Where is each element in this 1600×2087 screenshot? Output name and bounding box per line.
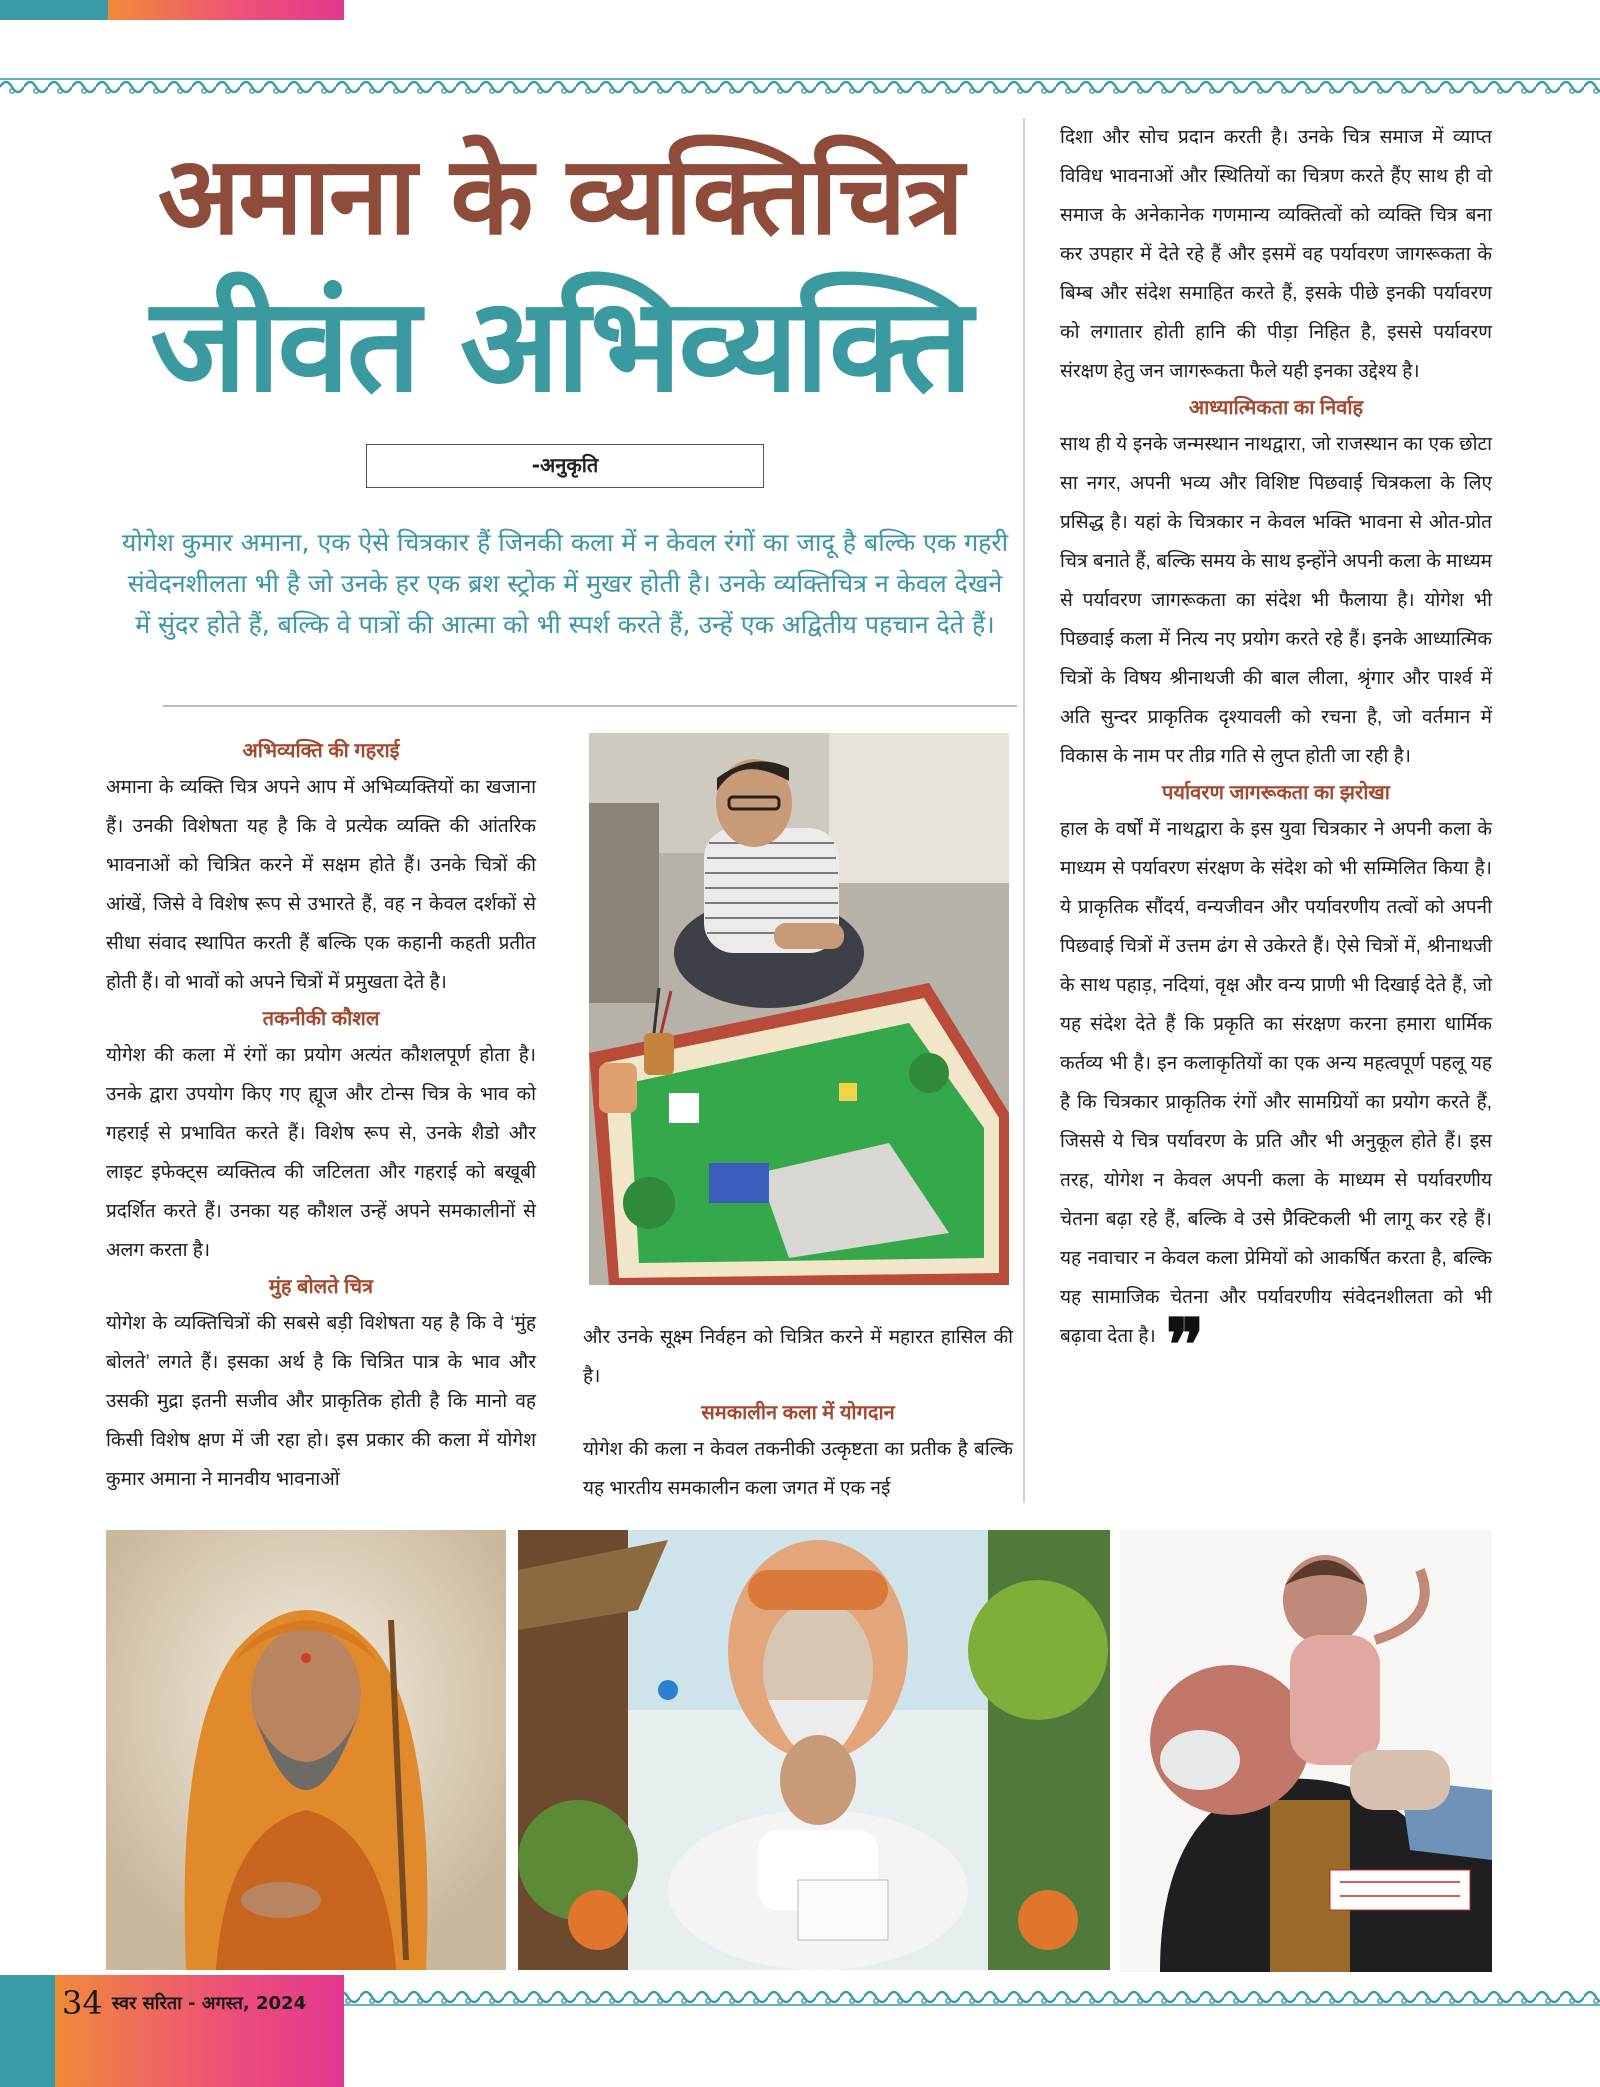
page-footer [0,1975,344,2087]
article-column-left [106,734,536,1499]
top-accent-teal [0,0,108,20]
author-byline: -अनुकृति [366,444,764,488]
article-column-middle [583,1318,1013,1508]
paragraph: अमाना के व्यक्ति चित्र अपने आप में अभिव्यक्तियों का खजाना हैं। उनकी विशेषता यह है कि वे प्रत्येक व्यक्ति की आंतरिक भावनाओं को चित्रित करने में सक्षम होते हैं। उनके चित्रों की आंखें, जिसे वे विशेष रूप से उभारते हैं, वह न केवल दर्शकों से सीधा संवाद स्थापित करती हैं बल्कि एक कहानी कहती प्रतीत होती हैं। वो भावों को अपने चित्रों में प्रमुखता देते है। [106,777,536,993]
paragraph: योगेश के व्यक्तिचित्रों की सबसे बड़ी विशेषता यह है कि वे ‘मुंह बोलते’ लगते हैं। इसका अर्थ है कि चित्रित पात्र के भाव और उसकी मुद्रा इतनी सजीव और प्राकृतिक होती है कि मानो वह किसी विशेष क्षण में जी रहा हो। इस प्रकार की कला में योगेश कुमार अमाना ने मानवीय भावनाओं [106,1313,536,1490]
hanuman-portrait-artwork [1120,1530,1492,1972]
paragraph: और उनके सूक्ष्म निर्वहन को चित्रित करने में महारत हासिल की है। [583,1327,1013,1387]
paragraph: दिशा और सोच प्रदान करती है। उनके चित्र समाज में व्याप्त विविध भावनाओं और स्थितियों का चित्रण करते हैंए साथ ही वो समाज के अनेकानेक गणमान्य व्यक्तित्वों को व्यक्ति चित्र बना कर उपहार में देते रहे हैं और इसमें वह पर्यावरण जागरूकता के बिम्ब और संदेश समाहित करते हैं, इसके पीछे इनकी पर्यावरण को लगातार होती हानि की पीड़ा निहित है, इससे पर्यावरण संरक्षण हेतु जन जागरूकता फैले यही इनका उद्देश्य है। [1060,127,1492,382]
article-column-right [1060,118,1492,1387]
top-accent-bar [0,0,344,20]
magazine-issue: स्वर सरिता - अगस्त, 2024 [112,1993,307,2014]
paragraph [1060,810,1492,1387]
column-divider [1023,118,1025,1503]
section-heading: पर्यावरण जागरूकता का झरोखा [1162,782,1390,804]
intro-deck: योगेश कुमार अमाना, एक ऐसे चित्रकार हैं जिनकी कला में न केवल रंगों का जादू है बल्कि एक गहरी संवेदनशीलता भी है जो उनके हर एक ब्रश स्ट्रोक में मुखर होती है। उनके व्यक्तिचित्र न केवल देखने में सुंदर होते हैं, बल्कि वे पात्रों की आत्मा को भी स्पर्श करते हैं, उन्हें एक अद्वितीय पहचान देते हैं। [121,528,1009,639]
horizontal-divider [163,705,1017,707]
section-heading: मुंह बोलते चित्र [268,1276,374,1298]
decorative-wave-border-top [0,76,1600,98]
page-number: 34 [62,1984,103,2022]
closing-paragraph-text: हाल के वर्षों में नाथद्वारा के इस युवा चित्रकार ने अपनी कला के माध्यम से पर्यावरण संरक्षण के संदेश को भी सम्मिलित किया है। ये प्राकृतिक सौंदर्य, वन्यजीवन और पर्यावरणीय तत्वों को अपनी पिछवाई चित्रों में उत्तम ढंग से उकेरते हैं। ऐसे चित्रों में, श्रीनाथजी के साथ पहाड़, नदियां, वृक्ष और वन्य प्राणी भी दिखाई देते हैं, जो यह संदेश देते हैं कि प्रकृति का संरक्षण करना हमारा धार्मिक कर्तव्य भी है। इन कलाकृतियों का एक अन्य महत्वपूर्ण पहलू यह है कि चित्रकार प्राकृतिक रंगों और सामग्रियों का प्रयोग करते हैं, जिससे ये चित्र पर्यावरण के प्रति और भी अनुकूल होते हैं। इस तरह, योगेश न केवल अपनी कला के माध्यम से पर्यावरणीय चेतना बढ़ा रहे हैं, बल्कि वे उसे प्रैक्टिकली भी लागू कर रहे हैं। यह नवाचार न केवल कला प्रेमियों को आकर्षित करता है, बल्कि यह सामाजिक चेतना और पर्यावरणीय संवेदनशीलता को भी बढ़ावा देता है। [1060,819,1492,1347]
section-heading: आध्यात्मिकता का निर्वाह [1188,397,1364,419]
headline-line-2: जीवंत अभिव्यक्ति [150,269,970,421]
paragraph: साथ ही ये इनके जन्मस्थान नाथद्वारा, जो राजस्थान का एक छोटा सा नगर, अपनी भव्य और विशिष्ट पिछवाई चित्रकला के लिए प्रसिद्ध है। यहां के चित्रकार न केवल भक्ति भावना से ओत-प्रोत चित्र बनाते हैं, बल्कि समय के साथ इन्होंने अपनी कला के माध्यम से पर्यावरण जागरूकता का संदेश भी फैलाया है। योगेश भी पिछवाई कला में नित्य नए प्रयोग करते रहे हैं। इनके आध्यात्मिक चित्रों के विषय श्रीनाथजी की बाल लीला, श्रृंगार और पार्श्व में अति सुन्दर प्राकृतिक दृश्यावली को रचना है, जो वर्तमान में विकास के नाम पर तीव्र गति से लुप्त होती जा रही है। [1060,434,1492,767]
watercolor-sages-artwork [518,1530,1110,1970]
footer-accent-teal [0,1975,55,2087]
section-heading: समकालीन कला में योगदान [701,1402,895,1424]
quote-glyph: ❞ [1165,1302,1205,1387]
paragraph: योगेश की कला में रंगों का प्रयोग अत्यंत कौशलपूर्ण होता है। उनके द्वारा उपयोग किए गए ह्यूज और टोन्स चित्र के भाव को गहराई से प्रभावित करते हैं। विशेष रूप से, उनके शैडो और लाइट इफेक्ट्स व्यक्तित्व की जटिलता और गहराई को बखूबी प्रदर्शित करते हैं। उनका यह कौशल उन्हें अपने समकालीनों से अलग करता है। [106,1045,536,1261]
section-heading: तकनीकी कौशल [262,1008,380,1030]
sage-portrait-artwork [106,1530,506,1970]
closing-quote-icon [1165,1302,1205,1387]
top-accent-gradient [108,0,344,20]
artist-painting-photo [589,733,1009,1285]
section-heading: अभिव्यक्ति की गहराई [242,740,400,762]
paragraph: योगेश की कला न केवल तकनीकी उत्कृष्टता का प्रतीक है बल्कि यह भारतीय समकालीन कला जगत में एक नई [583,1439,1013,1499]
headline-line-1: अमाना के व्यक्तिचित्र [157,134,963,259]
